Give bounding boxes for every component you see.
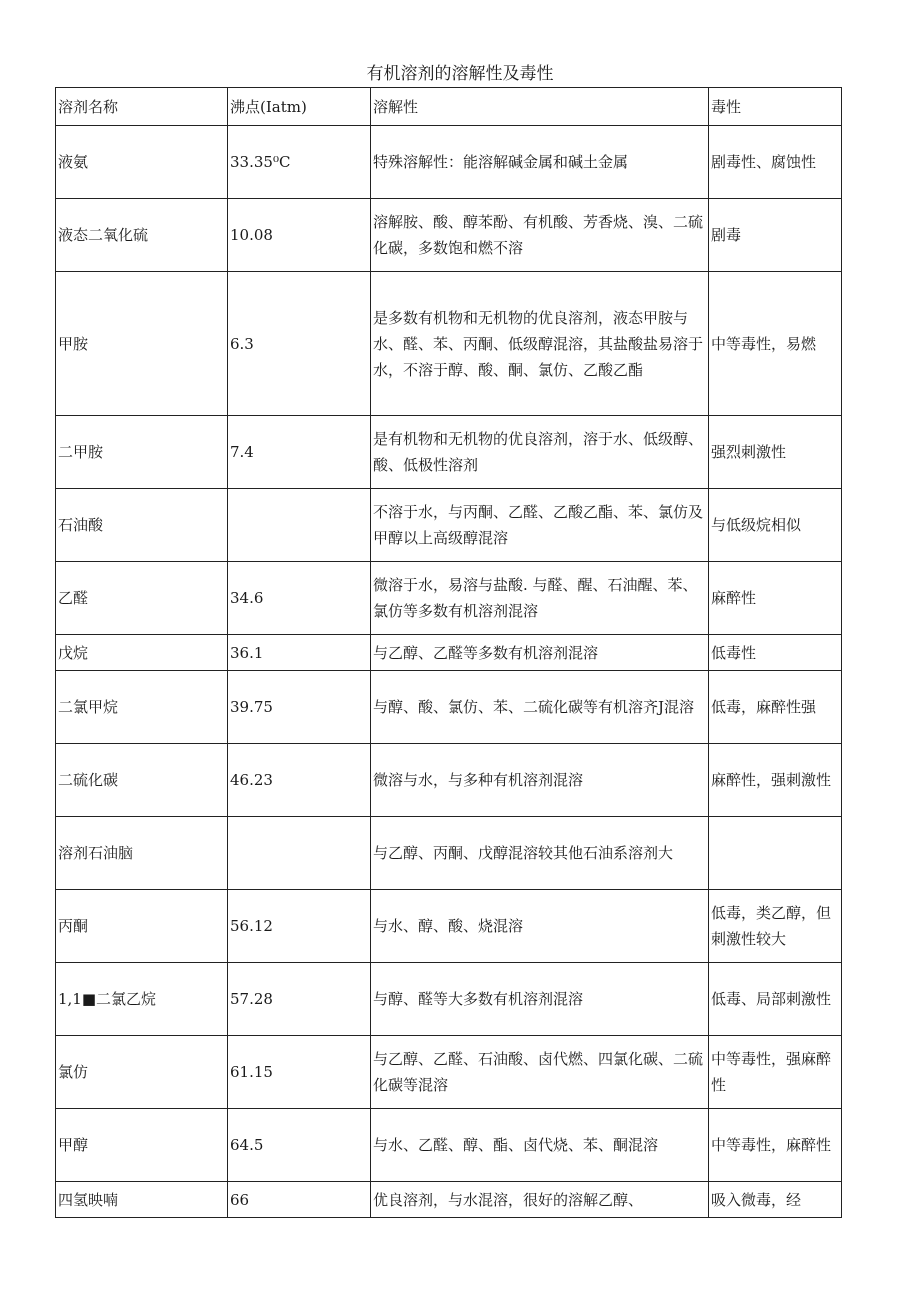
cell-tox: 低毒，麻醉性强	[709, 671, 842, 744]
table-row	[56, 199, 842, 272]
cell-name: 四氢映喃	[56, 1182, 228, 1218]
table-row	[56, 272, 842, 416]
page-title: 有机溶剂的溶解性及毒性	[366, 64, 554, 84]
header-tox: 毒性	[709, 88, 842, 126]
cell-bp: 10.08	[228, 199, 371, 272]
cell-bp: 56.12	[228, 890, 371, 963]
table-row	[56, 817, 842, 890]
header-bp: 沸点(Iatm)	[228, 88, 371, 126]
table-row	[56, 963, 842, 1036]
table-row	[56, 671, 842, 744]
cell-sol: 特殊溶解性：能溶解碱金属和碱土金属	[371, 126, 709, 199]
cell-tox: 吸入微毒，经	[709, 1182, 842, 1218]
cell-tox: 麻醉性，强刺激性	[709, 744, 842, 817]
cell-bp: 46.23	[228, 744, 371, 817]
cell-sol: 与乙醇、乙醛等多数有机溶剂混溶	[371, 635, 709, 671]
cell-bp	[228, 817, 371, 890]
cell-sol: 溶解胺、酸、醇苯酚、有机酸、芳香烧、溴、二硫化碳，多数饱和燃不溶	[371, 199, 709, 272]
cell-name: 二硫化碳	[56, 744, 228, 817]
cell-name: 乙醛	[56, 562, 228, 635]
cell-sol: 不溶于水，与丙酮、乙醛、乙酸乙酯、苯、氯仿及甲醇以上高级醇混溶	[371, 489, 709, 562]
cell-bp	[228, 489, 371, 562]
cell-bp: 57.28	[228, 963, 371, 1036]
table-row	[56, 1036, 842, 1109]
cell-name: 二甲胺	[56, 416, 228, 489]
table-row	[56, 890, 842, 963]
cell-tox: 剧毒性、腐蚀性	[709, 126, 842, 199]
cell-name: 氯仿	[56, 1036, 228, 1109]
solvent-table	[55, 87, 842, 1218]
cell-bp: 61.15	[228, 1036, 371, 1109]
table-row	[56, 562, 842, 635]
cell-tox: 中等毒性，易燃	[709, 272, 842, 416]
cell-name: 二氯甲烷	[56, 671, 228, 744]
cell-tox: 剧毒	[709, 199, 842, 272]
header-name: 溶剂名称	[56, 88, 228, 126]
cell-sol: 与醇、醛等大多数有机溶剂混溶	[371, 963, 709, 1036]
cell-bp: 7.4	[228, 416, 371, 489]
cell-tox: 与低级烷相似	[709, 489, 842, 562]
cell-bp: 33.35⁰C	[228, 126, 371, 199]
cell-tox: 麻醉性	[709, 562, 842, 635]
cell-bp: 34.6	[228, 562, 371, 635]
cell-bp: 6.3	[228, 272, 371, 416]
cell-sol: 与水、乙醛、醇、酯、卤代烧、苯、酮混溶	[371, 1109, 709, 1182]
cell-tox: 低毒、局部刺激性	[709, 963, 842, 1036]
cell-name: 丙酮	[56, 890, 228, 963]
cell-sol: 微溶于水，易溶与盐酸. 与醛、醒、石油醒、苯、氯仿等多数有机溶剂混溶	[371, 562, 709, 635]
table-row	[56, 1182, 842, 1218]
cell-name: 液氨	[56, 126, 228, 199]
cell-tox: 中等毒性，麻醉性	[709, 1109, 842, 1182]
cell-sol: 微溶与水，与多种有机溶剂混溶	[371, 744, 709, 817]
table-header-row	[56, 88, 842, 126]
cell-tox	[709, 817, 842, 890]
cell-name: 液态二氧化硫	[56, 199, 228, 272]
cell-sol: 是多数有机物和无机物的优良溶剂，液态甲胺与水、醛、苯、丙酮、低级醇混溶，其盐酸盐易溶于水，不溶于醇、酸、酮、氯仿、乙酸乙酯	[371, 272, 709, 416]
cell-tox: 低毒，类乙醇，但刺激性较大	[709, 890, 842, 963]
header-sol: 溶解性	[371, 88, 709, 126]
table-row	[56, 416, 842, 489]
table-row	[56, 635, 842, 671]
cell-tox: 中等毒性，强麻醉性	[709, 1036, 842, 1109]
table-row	[56, 126, 842, 199]
cell-bp: 64.5	[228, 1109, 371, 1182]
cell-name: 甲醇	[56, 1109, 228, 1182]
cell-bp: 66	[228, 1182, 371, 1218]
cell-name: 溶剂石油脑	[56, 817, 228, 890]
cell-sol: 与水、醇、酸、烧混溶	[371, 890, 709, 963]
cell-name: 甲胺	[56, 272, 228, 416]
table-row	[56, 744, 842, 817]
cell-sol: 与乙醇、丙酮、戊醇混溶较其他石油系溶剂大	[371, 817, 709, 890]
cell-sol: 是有机物和无机物的优良溶剂，溶于水、低级醇、酸、低极性溶剂	[371, 416, 709, 489]
cell-bp: 39.75	[228, 671, 371, 744]
cell-bp: 36.1	[228, 635, 371, 671]
cell-name: 戊烷	[56, 635, 228, 671]
cell-tox: 低毒性	[709, 635, 842, 671]
cell-sol: 与乙醇、乙醛、石油酸、卤代燃、四氯化碳、二硫化碳等混溶	[371, 1036, 709, 1109]
table-row	[56, 1109, 842, 1182]
cell-sol: 优良溶剂，与水混溶，很好的溶解乙醇、	[371, 1182, 709, 1218]
cell-tox: 强烈刺激性	[709, 416, 842, 489]
cell-sol: 与醇、酸、氯仿、苯、二硫化碳等有机溶齐J混溶	[371, 671, 709, 744]
cell-name: 1,1■二氯乙烷	[56, 963, 228, 1036]
table-row	[56, 489, 842, 562]
cell-name: 石油酸	[56, 489, 228, 562]
